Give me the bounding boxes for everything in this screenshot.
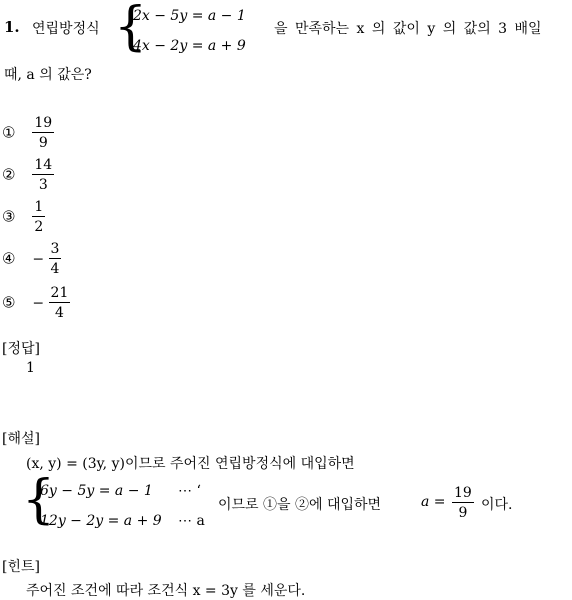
choice-mark: ⑤ xyxy=(2,293,16,312)
choice-5 xyxy=(2,284,70,323)
fraction-denominator: 4 xyxy=(50,261,60,277)
question-suffix: 을 만족하는 x 의 값이 y 의 값의 3 배일 xyxy=(274,21,542,37)
solution-middle-text: 이므로 ①을 ②에 대입하면 xyxy=(218,497,382,513)
choice-sign: − xyxy=(32,251,45,268)
choice-mark: ③ xyxy=(2,207,16,226)
fraction-denominator: 4 xyxy=(55,305,64,321)
fraction-numerator: 3 xyxy=(50,241,60,257)
choice-fraction xyxy=(32,198,45,237)
choice-mark: ① xyxy=(2,123,16,142)
system-equation-2: 4x − 2y = a + 9 xyxy=(133,38,246,54)
choice-2 xyxy=(2,156,54,195)
solution-equation-2: 12y − 2y = a + 9 xyxy=(40,513,162,529)
hint-text: 주어진 조건에 따라 조건식 x = 3y 를 세운다. xyxy=(26,583,306,599)
system-brace: { xyxy=(114,0,148,57)
hint-label: [힌트] xyxy=(2,559,40,575)
choice-4 xyxy=(2,240,61,279)
solution-result-lhs: a = xyxy=(421,494,446,510)
fraction-numerator: 14 xyxy=(34,157,53,173)
fraction-numerator: 19 xyxy=(34,115,53,131)
system-equation-1: 2x − 5y = a − 1 xyxy=(133,8,246,24)
solution-label: [해설] xyxy=(2,431,40,447)
question-number: 1. xyxy=(4,18,20,36)
question-line-2: 때, a 의 값은? xyxy=(4,67,92,83)
answer-label: [정답] xyxy=(2,341,40,357)
solution-result-fraction xyxy=(452,484,474,523)
choice-3 xyxy=(2,198,45,237)
choice-fraction xyxy=(32,156,54,195)
choice-fraction xyxy=(49,240,62,279)
answer-value: 1 xyxy=(26,360,35,376)
choice-mark: ④ xyxy=(2,249,16,268)
fraction-denominator: 9 xyxy=(458,505,468,521)
fraction-denominator: 2 xyxy=(34,219,44,235)
choice-mark: ② xyxy=(2,165,16,184)
fraction-denominator: 3 xyxy=(38,177,48,193)
solution-brace: { xyxy=(22,470,56,530)
fraction-numerator: 19 xyxy=(454,485,472,501)
fraction-numerator: 1 xyxy=(34,199,44,215)
choice-sign: − xyxy=(32,295,45,312)
fraction-numerator: 21 xyxy=(50,285,69,301)
solution-line-1: (x, y) = (3y, y)이므로 주어진 연립방정식에 대입하면 xyxy=(26,456,355,472)
question-prefix: 연립방정식 xyxy=(32,21,100,37)
solution-equation-1: 6y − 5y = a − 1 xyxy=(40,483,153,499)
choice-fraction xyxy=(32,114,54,153)
solution-equation-2-tag: ⋯ a xyxy=(178,513,205,529)
solution-end: 이다. xyxy=(481,497,513,513)
solution-equation-1-tag: ⋯ ‘ xyxy=(178,483,201,499)
choice-fraction xyxy=(49,284,71,323)
choice-1 xyxy=(2,114,54,153)
fraction-denominator: 9 xyxy=(38,135,48,151)
